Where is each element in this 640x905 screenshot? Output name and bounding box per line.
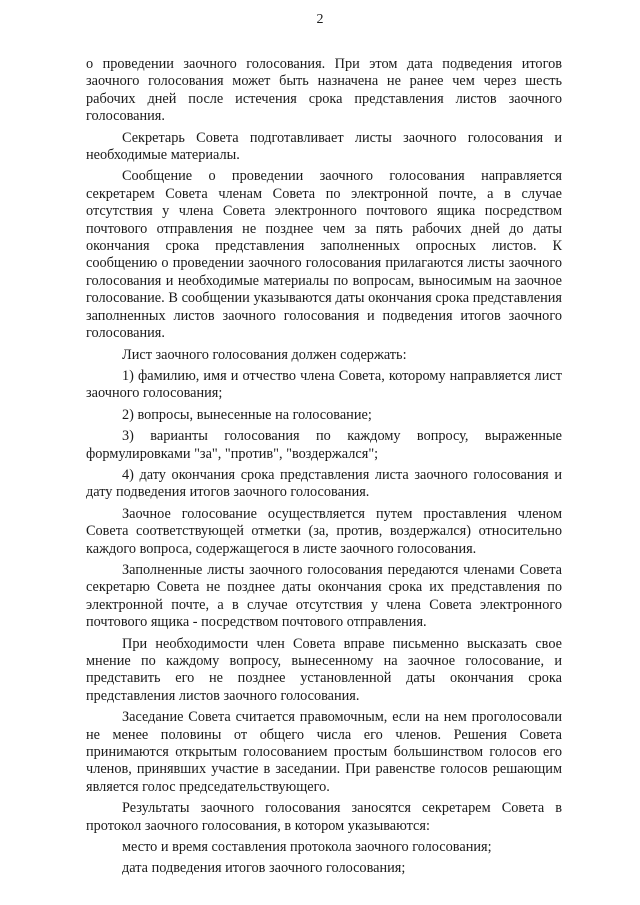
paragraph: Лист заочного голосования должен содержать: (122, 346, 407, 363)
paragraph: Сообщение о проведении заочного голосования направляется секретарем Совета членам Совета по электронной почте, а в случае отсутствия у члена Совета электронного почтового ящика посредством почтового отправления не позднее чем за пять рабочих дней до даты окончания срока представления заполненных опросных листов. К сообщению о проведении заочного голосования прилагаются листы заочного голосования и необходимые материалы по вопросам, выносимым на заочное голосование. В сообщении указываются даты окончания срока представления заполненных листов заочного голосования и подведения итогов заочного голосования. (86, 168, 562, 342)
list-item: 4) дату окончания срока представления листа заочного голосования и дату подведения итогов заочного голосования. (86, 466, 562, 501)
list-item: место и время составления протокола заочного голосования; (122, 839, 492, 856)
paragraph: о проведении заочного голосования. При этом дата подведения итогов заочного голосования может быть назначена не ранее чем через шесть рабочих дней после истечения срока представления листов заочного голосования. (86, 56, 562, 125)
paragraph: Секретарь Совета подготавливает листы заочного голосования и необходимые материалы. (86, 129, 562, 164)
list-item: дата подведения итогов заочного голосования; (122, 860, 406, 877)
paragraph: Заочное голосование осуществляется путем проставления членом Совета соответствующей отметки (за, против, воздержался) относительно каждого вопроса, содержащегося в листе заочного голосования. (86, 505, 562, 557)
list-item: 1) фамилию, имя и отчество члена Совета, которому направляется лист заочного голосования; (86, 367, 562, 402)
paragraph: Заполненные листы заочного голосования передаются членами Совета секретарю Совета не позднее даты окончания срока их представления по электронной почте, а в случае отсутствия у члена Совета электронного почтового ящика - посредством почтового отправления. (86, 561, 562, 631)
page-number: 2 (316, 12, 324, 27)
list-item: 2) вопросы, вынесенные на голосование; (122, 406, 372, 423)
paragraph: При необходимости член Совета вправе письменно высказать свое мнение по каждому вопросу, вынесенному на заочное голосование, и представить его не позднее установленной даты окончания срока представления листов заочного голосования. (86, 635, 562, 704)
list-item: 3) варианты голосования по каждому вопросу, выраженные формулировками "за", "против", "воздержался"; (86, 428, 562, 462)
paragraph: Результаты заочного голосования заносятся секретарем Совета в протокол заочного голосования, в котором указываются: (86, 800, 562, 834)
paragraph: Заседание Совета считается правомочным, если на нем проголосовали не менее половины от общего числа его членов. Решения Совета принимаются открытым голосованием простым большинством голосов его членов, принявших участие в заседании. При равенстве голосов решающим является голос председательствующего. (86, 709, 562, 795)
document-body (86, 56, 562, 878)
